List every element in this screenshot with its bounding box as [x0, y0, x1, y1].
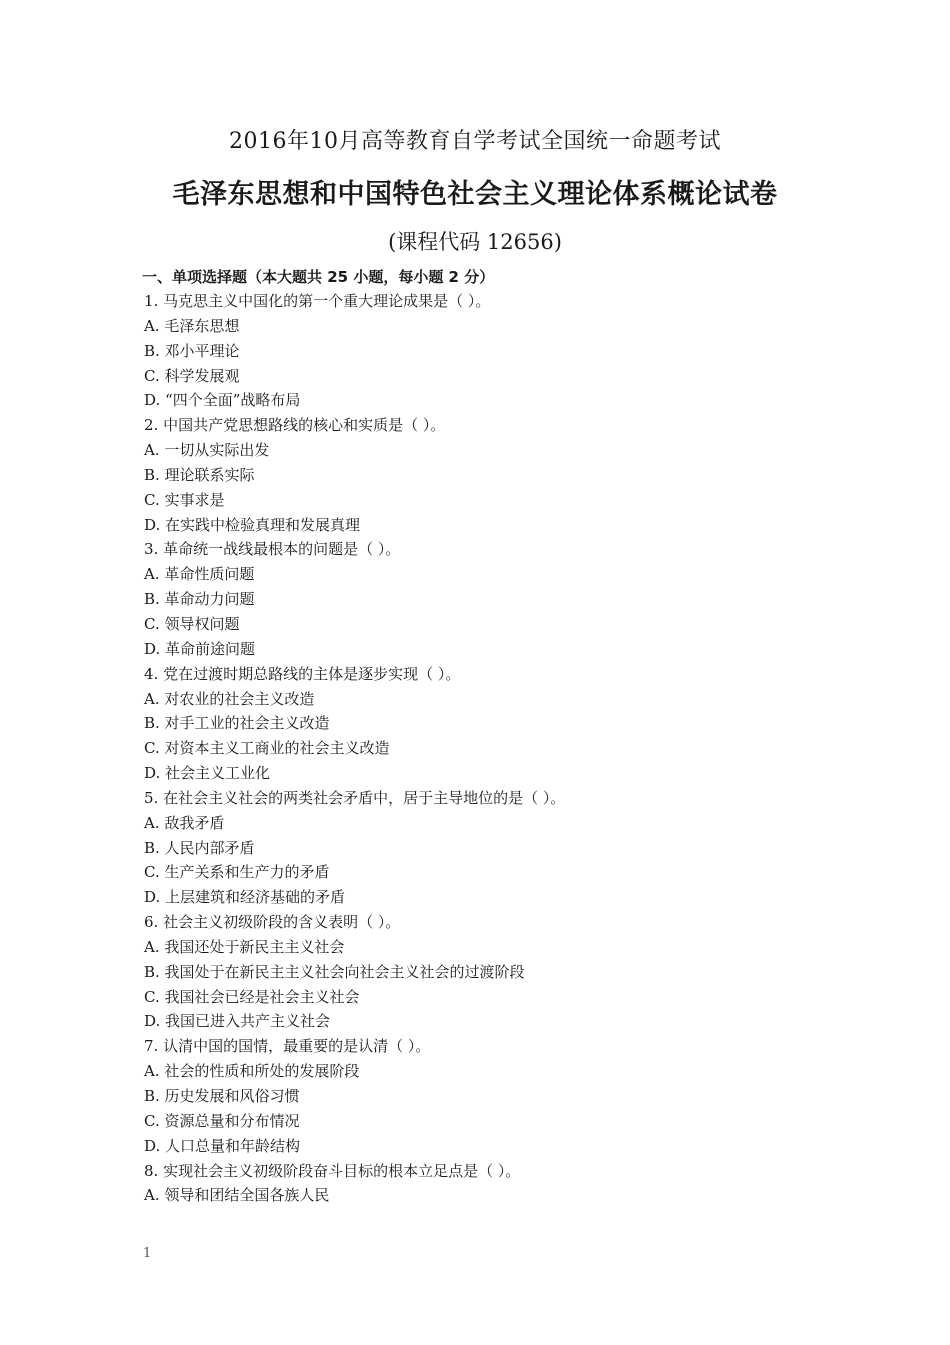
option-line: C. 领导权问题: [144, 614, 240, 633]
option-line: A. 敌我矛盾: [144, 813, 225, 832]
option-line: D. 人口总量和年龄结构: [144, 1136, 301, 1155]
question-list: [144, 289, 844, 1208]
paper-title: 毛泽东思想和中国特色社会主义理论体系概论试卷: [172, 179, 778, 210]
question-line: 8. 实现社会主义初级阶段奋斗目标的根本立足点是（ ）。: [144, 1161, 521, 1180]
option-line: B. 理论联系实际: [144, 465, 255, 484]
option-line: D. 我国已进入共产主义社会: [144, 1012, 331, 1031]
question-line: 1. 马克思主义中国化的第一个重大理论成果是（ ）。: [144, 292, 491, 310]
option-line: B. 我国处于在新民主主义社会向社会主义社会的过渡阶段: [144, 962, 525, 981]
option-line: C. 资源总量和分布情况: [144, 1111, 300, 1130]
question-line: 7. 认清中国的国情，最重要的是认清（ ）。: [144, 1037, 431, 1056]
option-line: C. 科学发展观: [144, 366, 240, 385]
option-line: D. “四个全面”战略布局: [144, 391, 301, 410]
question-line: 5. 在社会主义社会的两类社会矛盾中，居于主导地位的是（ ）。: [144, 788, 566, 807]
option-line: B. 历史发展和风俗习惯: [144, 1087, 300, 1105]
option-line: A. 革命性质问题: [144, 565, 255, 584]
page-number: 1: [143, 1246, 152, 1261]
option-line: C. 生产关系和生产力的矛盾: [144, 863, 330, 882]
option-line: B. 人民内部矛盾: [144, 838, 255, 857]
option-line: D. 社会主义工业化: [144, 764, 271, 783]
option-line: A. 领导和团结全国各族人民: [144, 1186, 330, 1205]
option-line: A. 一切从实际出发: [144, 441, 270, 460]
option-line: C. 对资本主义工商业的社会主义改造: [144, 739, 390, 758]
option-line: A. 社会的性质和所处的发展阶段: [144, 1062, 360, 1081]
section-heading: 一、单项选择题（本大题共 25 小题，每小题 2 分）: [142, 268, 495, 286]
option-line: A. 我国还处于新民主主义社会: [144, 937, 345, 956]
option-line: A. 毛泽东思想: [144, 316, 240, 335]
question-line: 2. 中国共产党思想路线的核心和实质是（ ）。: [144, 416, 446, 435]
option-line: B. 邓小平理论: [144, 341, 240, 360]
question-line: 3. 革命统一战线最根本的问题是（ ）。: [144, 540, 401, 559]
option-line: D. 在实践中检验真理和发展真理: [144, 515, 361, 534]
question-line: 4. 党在过渡时期总路线的主体是逐步实现（ ）。: [144, 664, 461, 683]
option-line: C. 实事求是: [144, 490, 225, 509]
option-line: D. 革命前途问题: [144, 639, 256, 658]
question-line: 6. 社会主义初级阶段的含义表明（ ）。: [144, 913, 401, 932]
course-code: (课程代码 12656): [388, 230, 562, 254]
option-line: C. 我国社会已经是社会主义社会: [144, 987, 360, 1006]
exam-title: 2016年10月高等教育自学考试全国统一命题考试: [229, 129, 721, 154]
option-line: B. 对手工业的社会主义改造: [144, 714, 330, 733]
option-line: B. 革命动力问题: [144, 590, 255, 609]
option-line: A. 对农业的社会主义改造: [144, 689, 315, 708]
option-line: D. 上层建筑和经济基础的矛盾: [144, 888, 346, 907]
